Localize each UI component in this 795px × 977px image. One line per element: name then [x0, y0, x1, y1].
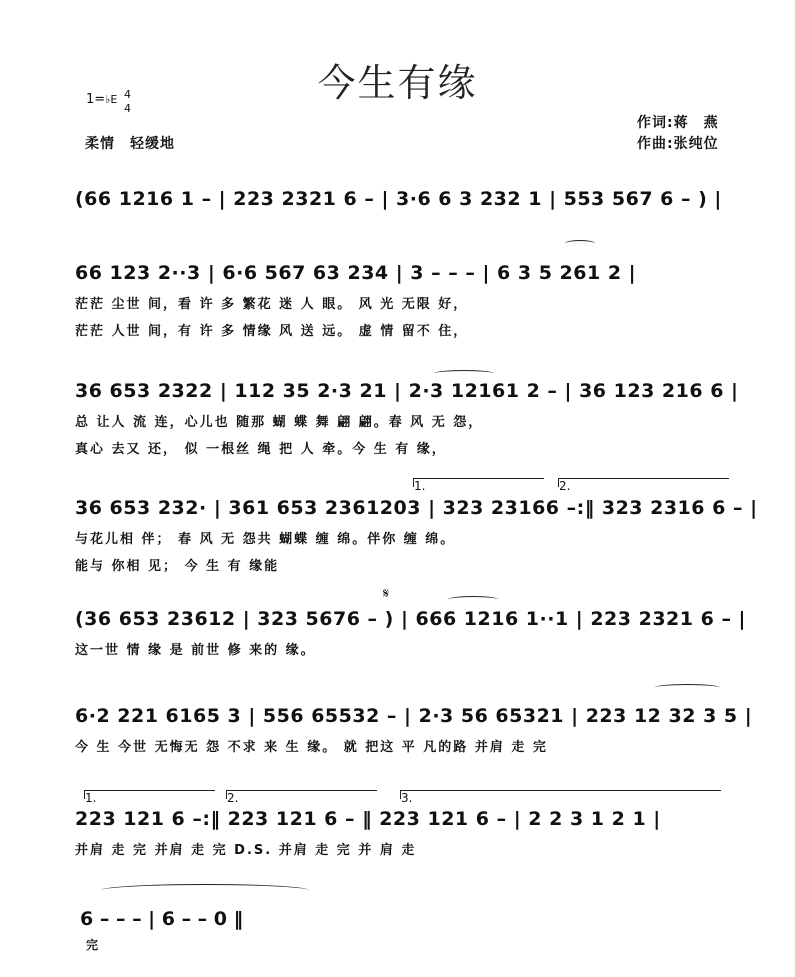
notes-line-2: 66 123 2··3 | 6·6 567 63 234 | 3 – – – | 6 3 5 261 2 | — [75, 262, 637, 284]
lyric-line-4-verse-2: 能与 你相 见； 今 生 有 缘能 — [75, 559, 280, 574]
lyric-line-5-verse-1: 这一世 情 缘 是 前世 修 来的 缘。 — [75, 643, 316, 658]
lyricist-credit: 作词:蒋 燕 — [637, 115, 719, 131]
volta-second-label-2: 2. — [227, 791, 239, 805]
key-signature — [86, 88, 131, 115]
volta-second-ending-2 — [226, 790, 377, 805]
notes-line-6: 6·2 221 6165 3 | 556 65532 – | 2·3 56 65321 | 223 12 32 3 5 | — [75, 705, 753, 727]
lyric-line-6-verse-1: 今 生 今世 无悔无 怨 不求 来 生 缘。 就 把这 平 凡的路 并肩 走 完 — [75, 740, 548, 755]
slur — [448, 596, 498, 603]
song-title: 今生有缘 — [317, 61, 478, 105]
notes-line-1: (66 1216 1 – | 223 2321 6 – | 3·6 6 3 232 1 | 553 567 6 – ) | — [75, 188, 722, 210]
volta-third-label: 3. — [401, 791, 413, 805]
final-line-lyric: 完 — [86, 938, 99, 952]
volta-second-label: 2. — [559, 479, 571, 493]
volta-third-ending — [400, 790, 721, 805]
key-tonic: ♭E — [105, 93, 118, 106]
lyric-line-3-verse-2: 真心 去又 还， 似 一根丝 绳 把 人 牵。今 生 有 缘， — [75, 442, 447, 457]
slur — [655, 684, 720, 691]
volta-first-label: 1. — [414, 479, 426, 493]
composer-credit: 作曲:张纯位 — [637, 136, 719, 152]
lyric-line-2-verse-1: 茫茫 尘世 间，看 许 多 繁花 迷 人 眼。 风 光 无限 好， — [75, 297, 469, 312]
time-top: 4 — [124, 88, 131, 101]
time-signature — [124, 88, 131, 116]
slur — [100, 884, 310, 897]
volta-first-label-2: 1. — [85, 791, 97, 805]
lyric-line-3-verse-1: 总 让人 流 连，心儿也 随那 蝴 蝶 舞 翩 翩。春 风 无 怨， — [75, 415, 484, 430]
time-bottom: 4 — [124, 102, 131, 115]
notes-line-4: 36 653 232· | 361 653 2361203 | 323 23166 –:‖ 323 2316 6 – | — [75, 497, 758, 519]
key-prefix: 1= — [86, 92, 106, 107]
volta-second-ending — [558, 478, 729, 493]
slur — [434, 370, 494, 377]
slur — [565, 240, 595, 247]
tempo-marking: 柔情 轻缓地 — [85, 136, 175, 152]
lyric-line-4-verse-1: 与花儿相 伴； 春 风 无 怨共 蝴蝶 缠 绵。伴你 缠 绵。 — [75, 532, 456, 547]
volta-first-ending — [413, 478, 544, 493]
notes-line-7: 223 121 6 –:‖ 223 121 6 – ‖ 223 121 6 – | 2 2 3 1 2 1 | — [75, 808, 661, 830]
lyric-line-7-verse-1: 并肩 走 完 并肩 走 完 D.S. 并肩 走 完 并 肩 走 — [75, 843, 417, 858]
notes-line-5: (36 653 23612 | 323 5676 – ) | 666 1216 1··1 | 223 2321 6 – | — [75, 608, 746, 630]
notes-line-3: 36 653 2322 | 112 35 2·3 21 | 2·3 12161 2 – | 36 123 216 6 | — [75, 380, 739, 402]
final-line-notes: 6 – – – | 6 – – 0 ‖ — [80, 908, 244, 930]
segno-sign: 𝄋 — [383, 586, 390, 602]
lyric-line-2-verse-2: 茫茫 人世 间，有 许 多 情缘 风 送 远。 虚 情 留不 住， — [75, 324, 469, 339]
volta-first-ending-2 — [84, 790, 215, 805]
